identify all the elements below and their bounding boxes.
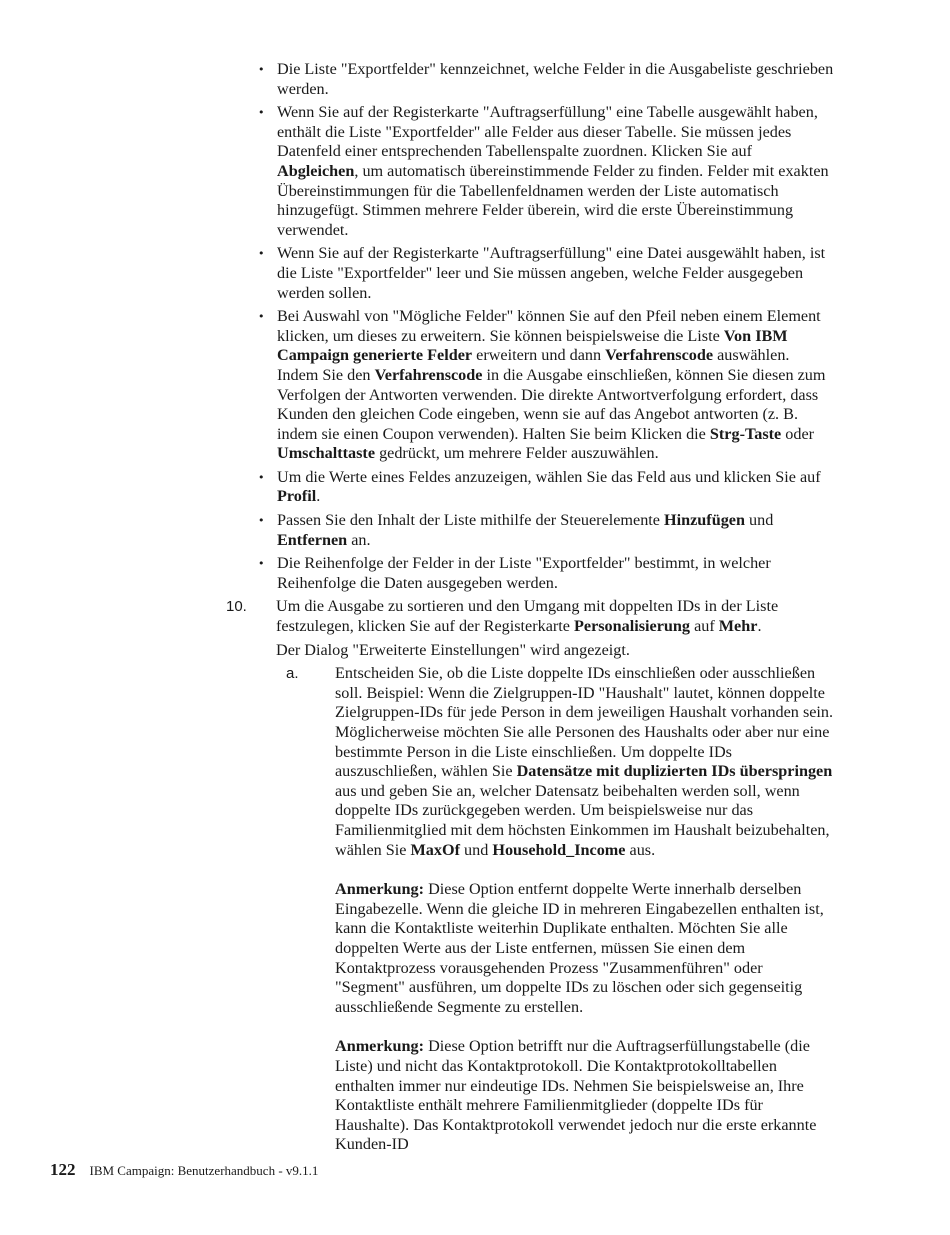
bold-text: Household_Income (492, 840, 626, 859)
bullet-dot: • (258, 470, 265, 484)
bold-text: Profil (277, 487, 317, 506)
bullet-dot: • (258, 106, 265, 120)
substep-a-paragraphs (335, 664, 834, 1155)
text-run: Diese Option betrifft nur die Auftragserfüllungstabelle (die Liste) und nicht das Kontaktprotokoll. Die Kontaktprotokolltabellen enthalten immer nur eindeutige IDs. Nehmen Sie beispielsweise an, Ihre Kontaktliste enthält mehrere Familienmitglieder (doppelte IDs für Haushalte). Das Kontaktprotokoll verwendet jedoch nur die erste erkannte Kunden-ID (335, 1037, 817, 1154)
text-run: Die Liste "Exportfelder" kennzeichnet, welche Felder in die Ausgabeliste geschrieben werden. (277, 60, 834, 98)
bold-text: Datensätze mit duplizierten IDs überspringen (516, 762, 833, 781)
bold-text: Personalisierung (574, 617, 691, 636)
step-number: 10. (226, 598, 247, 616)
page-content (226, 60, 834, 1175)
page-footer (50, 1160, 318, 1180)
step-10-intro (276, 597, 834, 636)
text-run: oder (781, 424, 815, 443)
bullet-item (258, 60, 834, 99)
bold-text: Anmerkung: (335, 1037, 425, 1056)
text-run: Die Reihenfolge der Felder in der Liste "Exportfelder" bestimmt, in welcher Reihenfolge die Daten ausgegeben werden. (277, 554, 771, 592)
bullet-item (258, 103, 834, 240)
bullet-item (258, 307, 834, 464)
bold-text: Strg-Taste (709, 424, 782, 443)
note-paragraph (335, 880, 834, 1017)
bullet-list (258, 60, 834, 593)
bold-text: MaxOf (410, 840, 460, 859)
page-number: 122 (50, 1160, 76, 1179)
bullet-item (258, 244, 834, 303)
text-run: an. (347, 530, 371, 549)
text-run: Um die Werte eines Feldes anzuzeigen, wählen Sie das Feld aus und klicken Sie auf (277, 467, 821, 486)
bold-text: Umschalttaste (277, 444, 376, 463)
text-run: Um die Ausgabe zu sortieren und den Umgang mit doppelten IDs in der Liste festzulegen, klicken Sie auf der Registerkarte (276, 597, 779, 636)
text-run: gedrückt, um mehrere Felder auszuwählen. (375, 444, 659, 463)
text-run: Diese Option entfernt doppelte Werte innerhalb derselben Eingabezelle. Wenn die gleiche ID in mehreren Eingabezellen enthalten ist, kann die Kontaktliste weiterhin Duplikate enthalten. Möchten Sie alle doppelten Werte aus der Liste entfernen, müssen Sie einen dem Kontaktprozess vorausgehenden Prozess "Zusammenführen" oder "Segment" ausführen, um doppelte IDs zu löschen oder sich gegenseitig ausschließende Segmente zu erstellen. (335, 880, 824, 1016)
text-run: erweitern und dann (472, 346, 606, 365)
text-run: Wenn Sie auf der Registerkarte "Auftragserfüllung" eine Datei ausgewählt haben, ist die Liste "Exportfelder" leer und Sie müssen angeben, welche Felder ausgegeben werden sollen. (277, 244, 826, 302)
bullet-item (258, 468, 834, 507)
bold-text: Anmerkung: (335, 880, 425, 899)
bold-text: Von IBM Campaign generierte Felder (277, 326, 788, 365)
text-run: auswählen. Indem Sie den (277, 346, 790, 384)
text-run: aus. (625, 840, 656, 859)
text-run: Entscheiden Sie, ob die Liste doppelte IDs einschließen oder ausschließen soll. Beispiel: Wenn die Zielgruppen-ID "Haushalt" lautet, können doppelte Zielgruppen-IDs für jede Person in dem jeweiligen Haushalt vorhanden sein. Möglicherweise möchten Sie alle Personen des Haushalts oder aber nur eine bestimmte Person in die Liste einschließen. Um doppelte IDs auszuschließen, wählen Sie (335, 664, 834, 781)
substep-paragraph (335, 664, 834, 860)
text-run: in die Ausgabe einschließen, können Sie diesen zum Verfolgen der Antworten verwenden. Die direkte Antwortverfolgung erfordert, dass Kunden den gleichen Code eingeben, wenn sie auf das Angebot antworten (z. B. indem sie einen Coupon verwenden). Halten Sie beim Klicken die (277, 365, 826, 443)
text-run: . (316, 487, 321, 506)
bullet-dot: • (258, 247, 265, 261)
substep-letter: a. (286, 665, 299, 683)
bullet-dot: • (258, 310, 265, 324)
text-run: und (459, 840, 493, 859)
step-10-note: Der Dialog "Erweiterte Einstellungen" wird angezeigt. (276, 640, 630, 659)
bold-text: Entfernen (277, 530, 348, 549)
text-run: auf (690, 617, 719, 636)
bold-text: Verfahrenscode (605, 346, 714, 365)
text-run: Bei Auswahl von "Mögliche Felder" können Sie auf den Pfeil neben einem Element klicken, um dieses zu erweitern. Sie können beispielsweise die Liste (277, 307, 821, 345)
bullet-dot: • (258, 557, 265, 571)
text-run: und (745, 511, 774, 530)
bullet-dot: • (258, 63, 265, 76)
text-run: aus und geben Sie an, welcher Datensatz beibehalten werden soll, wenn doppelte IDs zurückgegeben werden. Um beispielsweise nur das Familienmitglied mit dem höchsten Einkommen im Haushalt beizubehalten, wählen Sie (335, 781, 830, 859)
bold-text: Hinzufügen (664, 511, 745, 530)
bullet-item (258, 554, 834, 593)
text-run: Wenn Sie auf der Registerkarte "Auftragserfüllung" eine Tabelle ausgewählt haben, enthält die Liste "Exportfelder" alle Felder aus dieser Tabelle. Sie müssen jedes Datenfeld einer entsprechenden Tabellenspalte zuordnen. Klicken Sie auf (277, 103, 818, 161)
text-run: , um automatisch übereinstimmende Felder zu finden. Felder mit exakten Übereinstimmungen für die Tabellenfeldnamen werden der Liste automatisch hinzugefügt. Stimmen mehrere Felder überein, wird die erste Übereinstimmung verwendet. (277, 161, 829, 239)
bold-text: Mehr (718, 617, 758, 636)
substep-a (276, 664, 834, 1155)
bullet-dot: • (258, 514, 265, 528)
text-run: Passen Sie den Inhalt der Liste mithilfe der Steuerelemente (277, 511, 665, 530)
step-10 (226, 597, 834, 1154)
footer-text: IBM Campaign: Benutzerhandbuch - v9.1.1 (89, 1163, 319, 1178)
bullet-item (258, 511, 834, 550)
bold-text: Verfahrenscode (374, 365, 483, 384)
text-run: . (757, 617, 762, 636)
note-paragraph (335, 1037, 834, 1155)
bold-text: Abgleichen (277, 161, 355, 180)
